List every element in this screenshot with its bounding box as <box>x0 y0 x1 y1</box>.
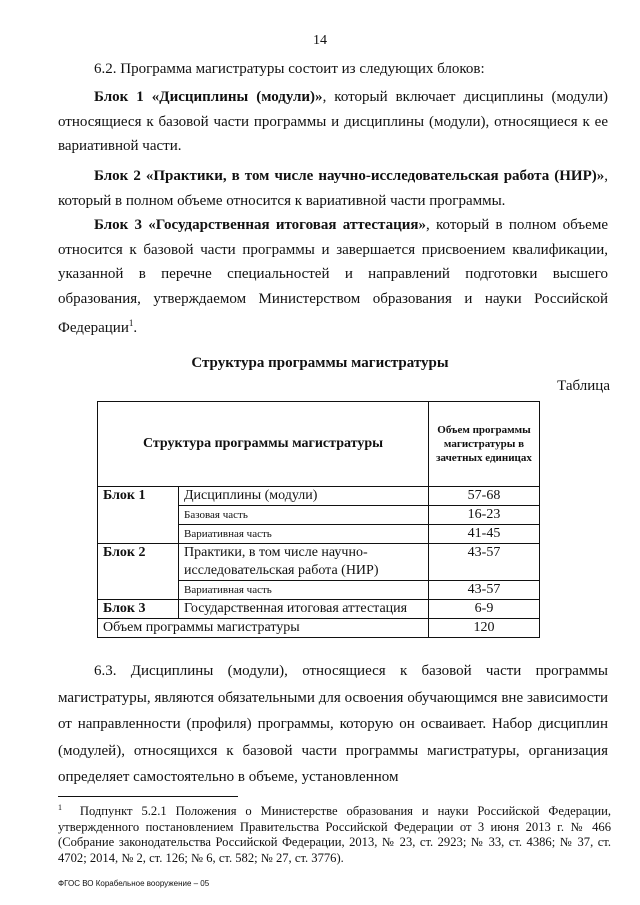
block1-text: , который включает дисциплины (модули) относящиеся к базовой части программы и дисциплины (модули), относящиеся к ее вариативной части. <box>58 89 609 155</box>
block2-title: Блок 2 «Практики, в том числе научно-исследовательская работа (НИР)» <box>94 168 605 184</box>
paragraph-6-2-text: 6.2. Программа магистратуры состоит из следующих блоков: <box>94 61 485 77</box>
row-name: Дисциплины (модули) <box>179 487 429 506</box>
header-volume: Объем программы магистратуры в зачетных единицах <box>429 402 540 487</box>
row-value: 6-9 <box>429 600 540 619</box>
row-name: Базовая часть <box>179 506 429 525</box>
block3-title: Блок 3 «Государственная итоговая аттестация» <box>94 217 427 233</box>
block3-text: , который в полном объеме относится к базовой части программы и завершается присвоением квалификации, указанной в перечне специальностей и направлений подготовки высшего образования, утверждаемом Министерством образования и науки Российской Федерации <box>58 217 608 337</box>
row-name: Государственная итоговая аттестация <box>179 600 429 619</box>
row-value: 41-45 <box>429 525 540 544</box>
footnote-reference: 1 <box>128 318 134 329</box>
footnote-divider <box>58 796 238 797</box>
program-structure-table <box>97 401 540 638</box>
table-label: Таблица <box>557 378 610 394</box>
footnote-text: Подпункт 5.2.1 Положения о Министерстве образования и науки Российской Федерации, утвержденного постановлением Правительства Российской Федерации от 3 июня 2013 г. № 466 (Собрание законодательства Российской Федерации, 2013, № 23, ст. 2923; № 33, ст. 4386; № 37, ст. 4702; 2014, № 2, ст. 126; № 6, ст. 582; № 27, ст. 3776). <box>58 804 611 865</box>
table-caption: Структура программы магистратуры <box>191 355 449 371</box>
row-value: 16-23 <box>429 506 540 525</box>
block-cell: Блок 3 <box>98 600 179 619</box>
block2-paragraph <box>58 164 608 213</box>
page-footer: ФГОС ВО Корабельное вооружение – 05 <box>58 879 210 888</box>
row-name: Вариативная часть <box>179 581 429 600</box>
total-label: Объем программы магистратуры <box>98 619 429 638</box>
table-row <box>98 600 540 619</box>
footnote <box>58 800 611 867</box>
row-name: Вариативная часть <box>179 525 429 544</box>
table-row <box>98 487 540 506</box>
block2-text: , который в полном объеме относится к вариативной части программы. <box>58 168 608 209</box>
block-cell: Блок 2 <box>98 544 179 600</box>
block3-paragraph <box>58 213 608 341</box>
table-total-row <box>98 619 540 638</box>
footnote-mark: 1 <box>58 803 62 812</box>
block1-title: Блок 1 «Дисциплины (модули)» <box>94 89 323 105</box>
total-value: 120 <box>429 619 540 638</box>
table-row <box>98 544 540 581</box>
paragraph-6-2 <box>58 57 608 82</box>
header-structure: Структура программы магистратуры <box>98 402 429 487</box>
table-header-row <box>98 402 540 487</box>
paragraph-6-3: 6.3. Дисциплины (модули), относящиеся к базовой части программы магистратуры, являются обязательными для освоения обучающимся вне зависимости от направленности (профиля) программы, которую он осваивает. Набор дисциплин (модулей), относящихся к базовой части программы магистратуры, организация определяет самостоятельно в объеме, установленном <box>58 663 608 785</box>
row-value: 57-68 <box>429 487 540 506</box>
block1-paragraph <box>58 85 608 159</box>
row-value: 43-57 <box>429 581 540 600</box>
block-cell: Блок 1 <box>98 487 179 544</box>
block3-end: . <box>133 320 138 337</box>
page-number: 14 <box>313 33 327 48</box>
row-value: 43-57 <box>429 544 540 581</box>
row-name: Практики, в том числе научно-исследовательская работа (НИР) <box>179 544 429 581</box>
